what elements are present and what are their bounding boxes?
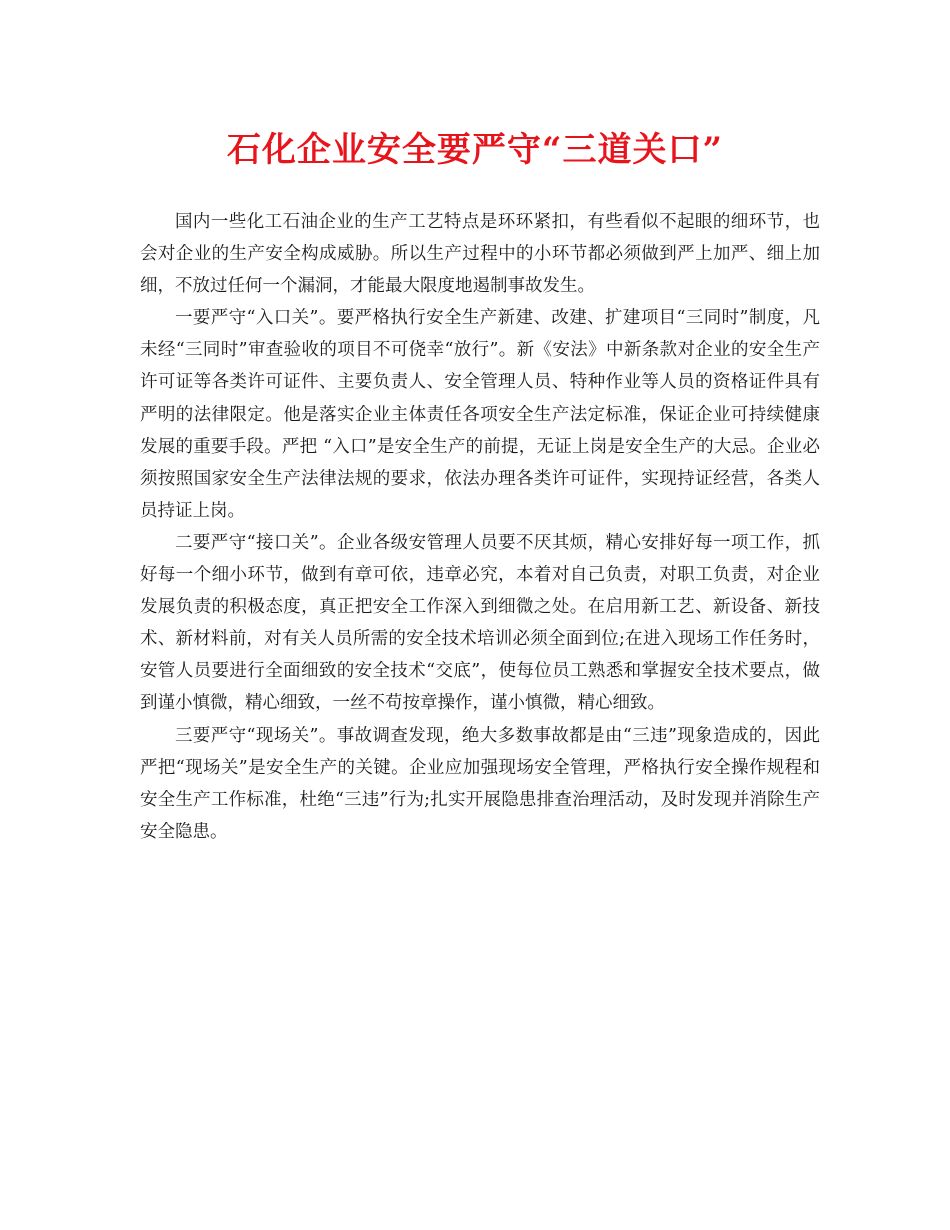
paragraph-intro: 国内一些化工石油企业的生产工艺特点是环环紧扣，有些看似不起眼的细环节，也会对企业的生产安全构成威胁。所以生产过程中的小环节都必须做到严上加严、细上加细，不放过任何一个漏洞，才能最大限度地遏制事故发生。	[140, 212, 820, 297]
paragraph-interface-gate: 二要严守“接口关”。企业各级安管理人员要不厌其烦，精心安排好每一项工作，抓好每一个细小环节，做到有章可依，违章必究，本着对自己负责，对职工负责，对企业发展负责的积极态度，真正把安全工作深入到细微之处。在启用新工艺、新设备、新技术、新材料前，对有关人员所需的安全技术培训必须全面到位;在进入现场工作任务时，安管人员要进行全面细致的安全技术“交底”，使每位员工熟悉和掌握安全技术要点，做到谨小慎微，精心细致，一丝不苟按章操作，谨小慎微，精心细致。	[140, 532, 820, 714]
paragraph-site-gate: 三要严守“现场关”。事故调查发现，绝大多数事故都是由“三违”现象造成的，因此严把“现场关”是安全生产的关键。企业应加强现场安全管理，严格执行安全操作规程和安全生产工作标准，杜绝“三违”行为;扎实开展隐患排查治理活动，及时发现并消除生产安全隐患。	[140, 725, 820, 842]
document-body	[140, 206, 820, 848]
paragraph-entry-gate: 一要严守“入口关”。要严格执行安全生产新建、改建、扩建项目“三同时”制度，凡未经“三同时”审查验收的项目不可侥幸“放行”。新《安法》中新条款对企业的安全生产许可证等各类许可证件、主要负责人、安全管理人员、特种作业等人员的资格证件具有严明的法律限定。他是落实企业主体责任各项安全生产法定标准，保证企业可持续健康发展的重要手段。严把 “入口”是安全生产的前提，无证上岗是安全生产的大忌。企业必须按照国家安全生产法律法规的要求，依法办理各类许可证件，实现持证经营，各类人员持证上岗。	[140, 308, 820, 521]
document-title: 石化企业安全要严守“三道关口”	[226, 130, 724, 170]
